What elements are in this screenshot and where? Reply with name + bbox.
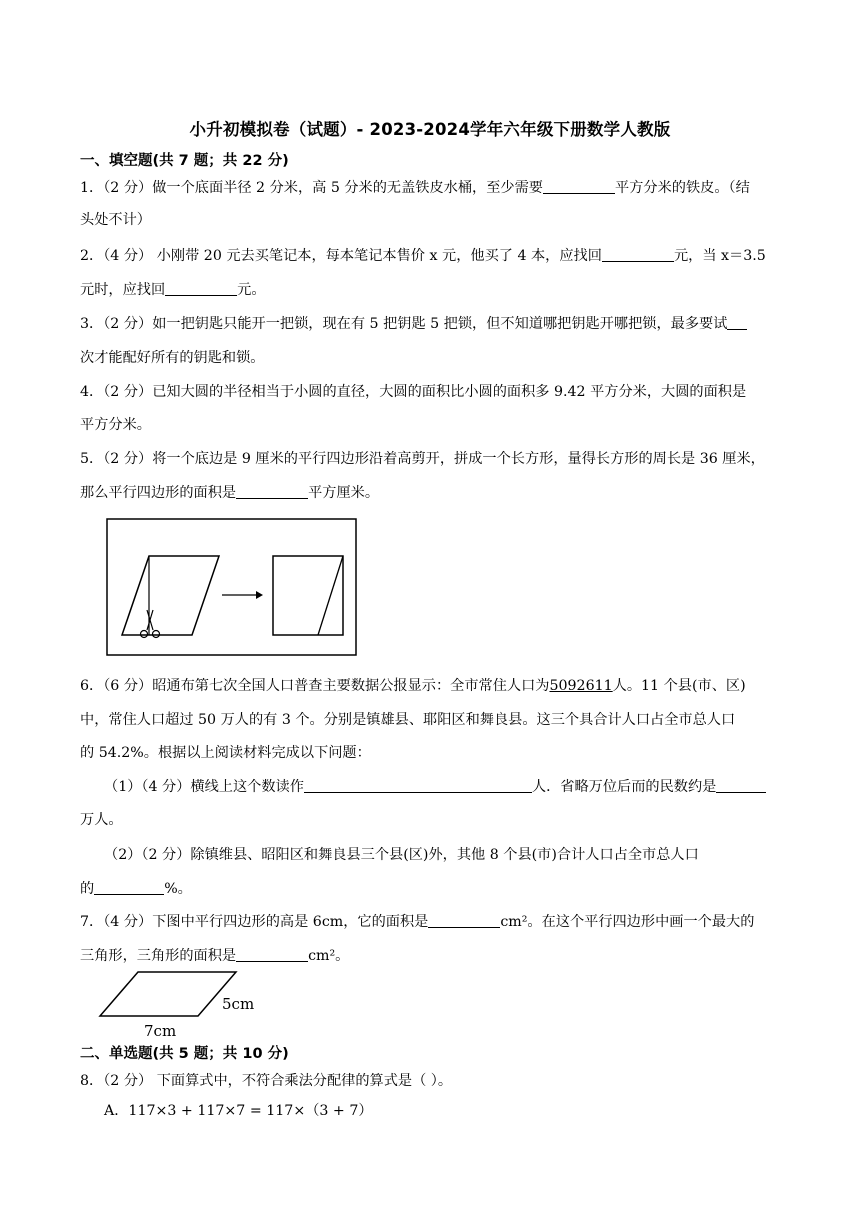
question-7-line-1 [80,912,810,932]
q2-text-b: 元，当 x＝3.5 [673,248,766,264]
section-heading-single-choice: 二、单选题(共 5 题；共 10 分) [80,1046,289,1062]
q7-text-d: cm²。 [308,948,350,964]
parallelogram-shape [100,972,236,1016]
q2-text-d: 元。 [237,282,266,298]
question-1-line-2: 头处不计） [80,212,151,228]
q6-text-a1: 6．（6 分）昭通布第七次全国人口普查主要数据公报显示：全市常住人口为 [80,678,550,694]
q3-text-a: 3．（2 分）如一把钥匙只能开一把锁，现在有 5 把钥匙 5 把锁，但不知道哪把钥匙开哪把锁，最多要试 [80,316,728,332]
scissors-icon [141,610,160,638]
q7-answer-blank-1[interactable] [428,912,500,928]
question-3-line-1 [80,314,810,334]
q5-answer-blank[interactable] [236,483,308,499]
q2-answer-blank-1[interactable] [602,246,674,262]
question-6-line-2: 中，常住人口超过 50 万人的有 3 个。分别是镇雄县、耶阳区和舞良县。这三个具合计人口占全市总人口 [80,712,736,728]
q6-p1-answer-blank-2[interactable] [716,777,766,793]
q7-parallelogram-figure [96,968,266,1044]
q6-p1-answer-blank-1[interactable] [304,777,532,793]
q6-p2-text-b: 的 [80,881,95,897]
parallelogram-shape [122,556,219,635]
q7-text-c: 三角形，三角形的面积是 [80,948,237,964]
question-3-line-2: 次才能配好所有的钥匙和锁。 [80,350,265,366]
question-5-line-2 [80,483,810,503]
q1-text-b: 平方分米的铁皮。（结 [615,180,750,196]
question-1-line-1 [80,178,810,198]
base-length-label: 7cm [144,1022,177,1040]
q6-population-number: 5092611 [549,678,613,694]
side-length-label: 5cm [222,995,255,1013]
q6-text-a2: 人。11 个县(市、区) [612,678,746,694]
question-2-line-1 [80,246,810,266]
arrow-right-icon [222,591,263,599]
question-6-part-1-line-2: 万人。 [80,812,123,828]
question-6-line-3: 的 54.2%。根据以上阅读材料完成以下问题： [80,745,371,761]
q1-text-a: 1．（2 分）做一个底面半径 2 分米，高 5 分米的无盖铁皮水桶，至少需要 [80,180,543,196]
q6-p1-text-b: 人．省略万位后而的民数约是 [531,779,717,795]
question-5-line-1: 5．（2 分）将一个底边是 9 厘米的平行四边形沿着高剪开，拼成一个长方形，量得长方形的周长是 36 厘米， [80,451,765,467]
question-4-line-1: 4．（2 分）已知大圆的半径相当于小圆的直径，大圆的面积比小圆的面积多 9.42 平方分米，大圆的面积是 [80,384,747,400]
q5-text-b: 那么平行四边形的面积是 [80,485,237,501]
question-6-part-2-line-2 [80,879,810,899]
section-heading-fill-in: 一、填空题(共 7 题；共 22 分) [80,153,289,169]
question-6-line-1 [80,676,810,696]
moved-triangle-edge [318,556,343,635]
question-2-line-2 [80,280,810,300]
question-6-part-1-line-1 [104,777,834,797]
question-6-part-2-line-1: （2）（2 分）除镇维县、昭阳区和舞良县三个县(区)外，其他 8 个县(市)合计人口占全市总人口 [104,847,699,863]
q6-p2-answer-blank[interactable] [94,879,164,895]
q2-text-a: 2．（4 分） 小刚带 20 元去买笔记本，每本笔记本售价 x 元，他买了 4 本，应找回 [80,248,602,264]
question-7-line-2 [80,946,810,966]
q3-answer-blank[interactable] [727,314,747,330]
q5-cut-parallelogram-figure [106,518,358,658]
question-8-line-1: 8．（2 分） 下面算式中，不符合乘法分配律的算式是（ ）。 [80,1073,453,1089]
q5-text-c: 平方厘米。 [308,485,380,501]
q7-text-b: cm²。在这个平行四边形中画一个最大的 [500,914,755,930]
question-8-option-a[interactable]: A．117×3 + 117×7 = 117×（3 + 7） [104,1103,373,1119]
q2-answer-blank-2[interactable] [165,280,237,296]
rectangle-shape [273,556,343,635]
page-title: 小升初模拟卷（试题）- 2023-2024学年六年级下册数学人教版 [189,120,671,139]
q2-text-c: 元时，应找回 [80,282,166,298]
q6-p1-text-a: （1）（4 分）横线上这个数读作 [104,779,304,795]
q6-p2-text-c: %。 [164,881,192,897]
question-4-line-2: 平方分米。 [80,417,151,433]
q7-answer-blank-2[interactable] [236,946,308,962]
q7-text-a: 7．（4 分）下图中平行四边形的高是 6cm，它的面积是 [80,914,429,930]
q1-answer-blank[interactable] [543,178,615,194]
